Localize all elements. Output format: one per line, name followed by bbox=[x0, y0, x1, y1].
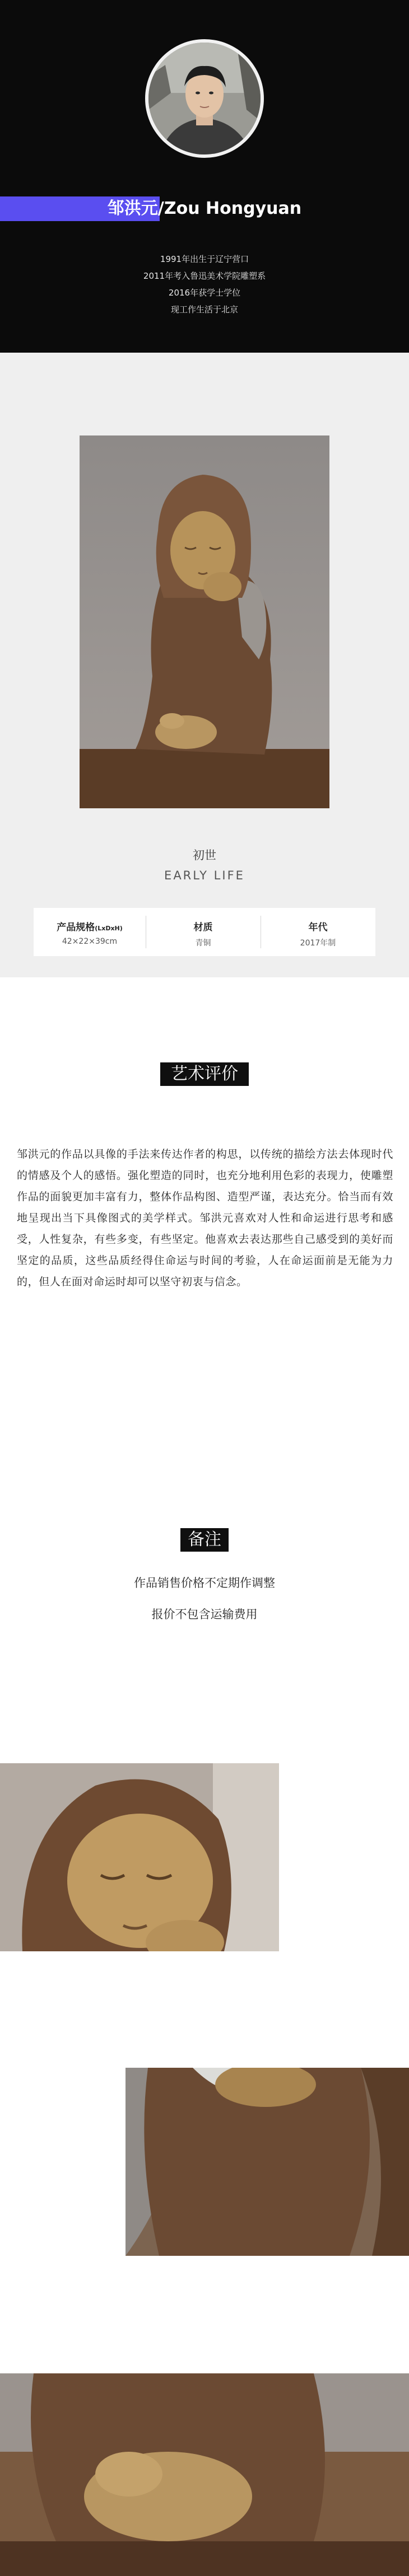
artist-header bbox=[0, 0, 409, 353]
spec-value: 2017年制 bbox=[300, 939, 336, 948]
sculpture-photo bbox=[80, 435, 329, 808]
work-title-en: EARLY LIFE bbox=[164, 869, 245, 882]
detail-photo-face bbox=[0, 1763, 279, 1951]
spec-label: 年代 bbox=[308, 922, 328, 933]
spec-value: 42×22×39cm bbox=[62, 937, 118, 946]
avatar bbox=[148, 43, 261, 154]
detail-photo-torso bbox=[126, 2068, 409, 2256]
artist-name: 邹洪元/Zou Hongyuan bbox=[107, 199, 302, 218]
spec-year bbox=[261, 908, 375, 956]
spec-value: 青铜 bbox=[195, 939, 211, 948]
spec-material bbox=[146, 908, 261, 956]
artist-portrait-image bbox=[148, 43, 261, 154]
artwork-image bbox=[80, 435, 329, 808]
artist-bio bbox=[0, 251, 409, 318]
spec-size bbox=[34, 908, 146, 956]
review-heading: 艺术评价 bbox=[160, 1062, 249, 1086]
work-section bbox=[0, 353, 409, 977]
bio-line: 1991年出生于辽宁营口 bbox=[160, 254, 249, 264]
spec-label-suffix: (LxDxH) bbox=[95, 925, 123, 932]
spec-label: 产品规格 bbox=[57, 922, 95, 933]
bio-line: 现工作生活于北京 bbox=[170, 305, 238, 315]
work-title: 初世 bbox=[193, 849, 216, 862]
notes-heading: 备注 bbox=[180, 1528, 229, 1552]
note-line: 作品销售价格不定期作调整 bbox=[134, 1576, 275, 1590]
spec-label: 材质 bbox=[193, 922, 213, 933]
spec-table bbox=[34, 908, 375, 956]
name-band bbox=[0, 196, 409, 221]
bio-line: 2011年考入鲁迅美术学院雕塑系 bbox=[143, 271, 266, 281]
review-text: 邹洪元的作品以具像的手法来传达作者的构思，以传统的描绘方法去体现时代的情感及个人的感悟。强化塑造的同时，也充分地利用色彩的表现力，使雕塑作品的面貌更加丰富有力，整体作品构图、造型严谨，表达充分。恰当而有效地呈现出当下具像图式的美学样式。邹洪元喜欢对人性和命运进行思考和感受，人性复杂，有些多变，有些坚定。他喜欢去表达那些自己感受到的美好而坚定的品质，这些品质经得住命运与时间的考验，人在命运面前是无能为力的，但人在面对命运时却可以坚守初衷与信念。 bbox=[17, 1148, 393, 1288]
bio-line: 2016年获学士学位 bbox=[168, 288, 241, 298]
detail-photo-feet bbox=[0, 2373, 409, 2576]
note-line: 报价不包含运输费用 bbox=[151, 1608, 258, 1621]
